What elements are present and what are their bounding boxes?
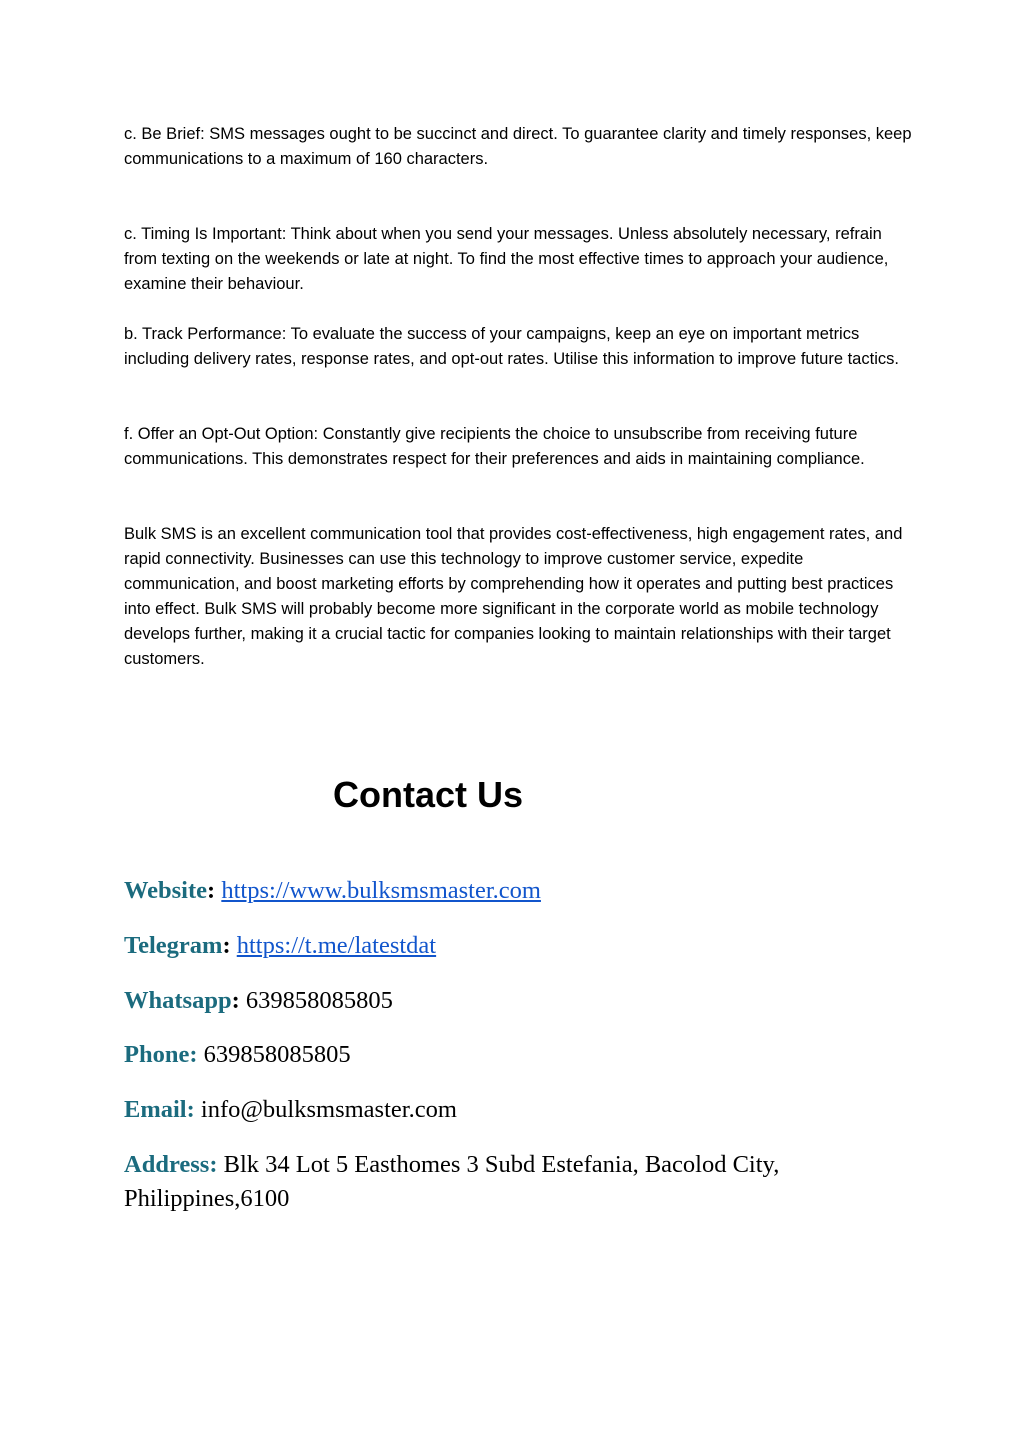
phone-label: Phone: xyxy=(124,1041,198,1068)
contact-email-row xyxy=(124,1093,884,1127)
contact-heading: Contact Us xyxy=(332,774,524,815)
email-address: info@bulksmsmaster.com xyxy=(200,1096,457,1123)
paragraph-summary: Bulk SMS is an excellent communication tool that provides cost-effectiveness, high engagement rates, and rapid connectivity. Businesses can use this technology to improve customer service, expedite communication, and boost marketing efforts by comprehending how it operates and putting best practices into effect. Bulk SMS will probably become more significant in the corporate world as mobile technology develops further, making it a crucial tactic for companies looking to maintain relationships with their target customers. xyxy=(124,525,903,668)
paragraph-opt-out: f. Offer an Opt-Out Option: Constantly give recipients the choice to unsubscribe from receiving future communications. This demonstrates respect for their preferences and aids in maintaining compliance. xyxy=(124,425,865,468)
paragraph-track-performance: b. Track Performance: To evaluate the success of your campaigns, keep an eye on important metrics including delivery rates, response rates, and opt-out rates. Utilise this information to improve future tactics. xyxy=(124,325,899,368)
website-label: Website xyxy=(124,877,208,904)
website-link[interactable]: https://www.bulksmsmaster.com xyxy=(221,877,541,904)
contact-whatsapp-row xyxy=(124,984,884,1018)
contact-address-row xyxy=(124,1148,884,1216)
paragraph-timing: c. Timing Is Important: Think about when you send your messages. Unless absolutely necessary, refrain from texting on the weekends or late at night. To find the most effective times to approach your audience, examine their behaviour. xyxy=(124,225,889,293)
address-text: Blk 34 Lot 5 Easthomes 3 Subd Estefania, Bacolod City, Philippines,6100 xyxy=(124,1151,780,1212)
contact-telegram-row xyxy=(124,929,884,963)
whatsapp-colon: : xyxy=(231,987,240,1014)
address-label: Address: xyxy=(124,1151,218,1178)
telegram-link[interactable]: https://t.me/latestdat xyxy=(236,932,437,959)
paragraph-be-brief: c. Be Brief: SMS messages ought to be succinct and direct. To guarantee clarity and timely responses, keep communications to a maximum of 160 characters. xyxy=(124,125,912,168)
website-colon: : xyxy=(207,877,216,904)
telegram-colon: : xyxy=(222,932,231,959)
email-label: Email: xyxy=(124,1096,195,1123)
contact-website-row xyxy=(124,874,884,908)
telegram-label: Telegram xyxy=(124,932,223,959)
phone-number: 639858085805 xyxy=(203,1041,351,1068)
contact-phone-row xyxy=(124,1038,884,1072)
whatsapp-number: 639858085805 xyxy=(245,987,393,1014)
whatsapp-label: Whatsapp xyxy=(124,987,232,1014)
